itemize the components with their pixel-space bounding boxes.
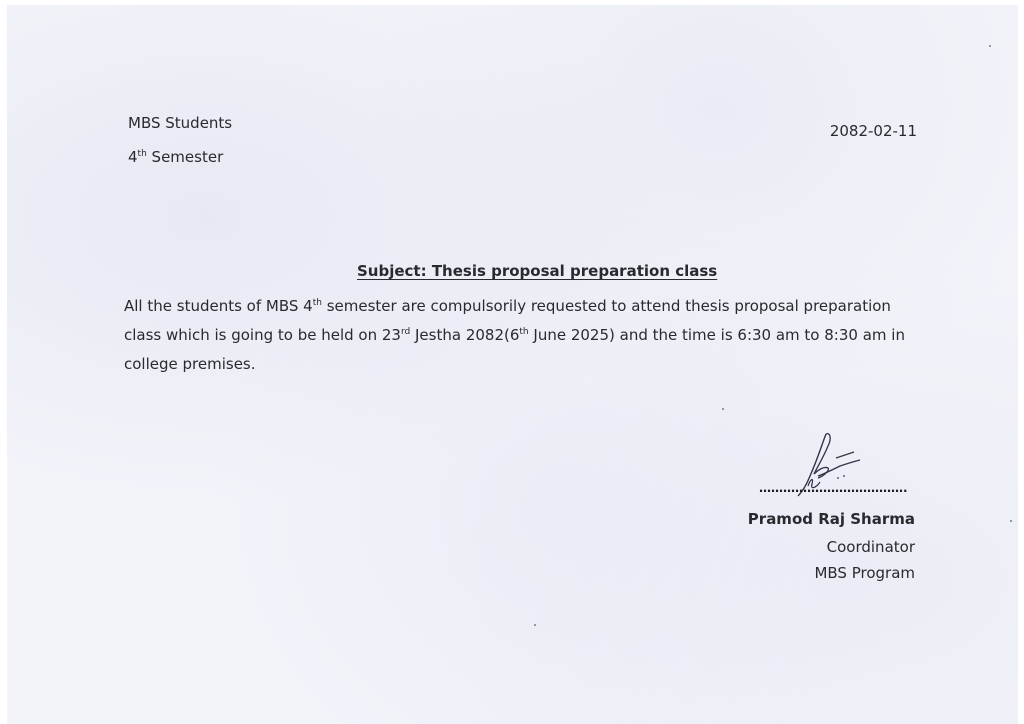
scan-speck <box>989 45 991 47</box>
scan-edge-left <box>0 0 7 724</box>
recipient-line: MBS Students <box>128 114 233 132</box>
body-text-fragment: Jestha 2082(6 <box>410 326 520 344</box>
semester-suffix: th <box>137 149 147 159</box>
body-text-fragment: All the students of MBS 4 <box>124 297 313 315</box>
scan-speck <box>1010 520 1012 522</box>
semester-number: 4 <box>128 148 138 166</box>
body-line-1 <box>124 292 924 321</box>
body-text-fragment: class which is going to be held on 23 <box>124 326 401 344</box>
signatory-program: MBS Program <box>814 564 915 582</box>
semester-word: Semester <box>146 148 224 166</box>
signatory-name: Pramod Raj Sharma <box>747 510 915 528</box>
body-superscript: th <box>312 298 322 308</box>
body-text-fragment: June 2025) and the time is 6:30 am to 8:30 am in <box>528 326 905 344</box>
body-superscript: rd <box>400 327 411 337</box>
scan-speck <box>534 624 536 626</box>
scan-speck <box>722 408 724 410</box>
notice-body <box>124 292 924 379</box>
subject-heading: Subject: Thesis proposal preparation class <box>357 262 718 280</box>
scan-edge-top <box>0 0 1024 5</box>
semester-line <box>128 147 223 167</box>
notice-date: 2082-02-11 <box>829 122 917 140</box>
body-line-2 <box>124 321 924 350</box>
signature-dotted-line: ………………………………. <box>759 481 908 495</box>
body-superscript: th <box>519 327 529 337</box>
body-text-fragment: semester are compulsorily requested to attend thesis proposal preparation <box>321 297 891 315</box>
body-line-3: college premises. <box>124 355 256 373</box>
signatory-role: Coordinator <box>826 538 915 556</box>
scan-edge-right <box>1018 0 1024 724</box>
